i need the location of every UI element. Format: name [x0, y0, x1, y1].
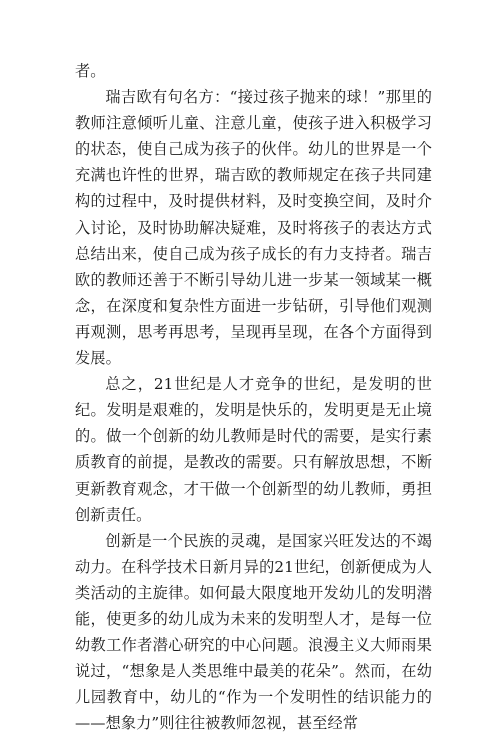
document-body	[75, 58, 432, 736]
paragraph-innovation: 创新是一个民族的灵魂，是国家兴旺发达的不竭动力。在科学技术日新月异的21世纪，创新便成为人类活动的主旋律。如何最大限度地开发幼儿的发明潜能，使更多的幼儿成为未来的发明型人才，是每一位幼教工作者潜心研究的中心问题。浪漫主义大师雨果说过，“想象是人类思维中最美的花朵”。然而，在幼儿园教育中，幼儿的“作为一个发明性的结识能力的——想象力”则往往被教师忽视，甚至经常	[75, 531, 432, 733]
paragraph-continuation: 者。	[75, 62, 106, 80]
paragraph-summary: 总之，21世纪是人才竞争的世纪，是发明的世纪。发明是艰难的，发明是快乐的，发明更是无止境的。做一个创新的幼儿教师是时代的需要，是实行素质教育的前提，是教改的需要。只有解放思想，不断更新教育观念，才干做一个创新型的幼儿教师，勇担创新责任。	[75, 375, 432, 524]
paragraph-reggio-teachers: 瑞吉欧有句名方：“接过孩子抛来的球！”那里的教师注意倾听儿童、注意儿童，使孩子进入积极学习的状态，使自己成为孩子的伙伴。幼儿的世界是一个充满也许性的世界，瑞吉欧的教师规定在孩子共同建构的过程中，及时提供材料，及时变换空间，及时介入讨论，及时协助解决疑难，及时将孩子的表达方式总结出来，使自己成为孩子成长的有力支持者。瑞吉欧的教师还善于不断引导幼儿进一步某一领域某一概念，在深度和复杂性方面进一步钻研，引导他们观测再观测，思考再思考，呈现再呈现，在各个方面得到发展。	[75, 88, 432, 368]
